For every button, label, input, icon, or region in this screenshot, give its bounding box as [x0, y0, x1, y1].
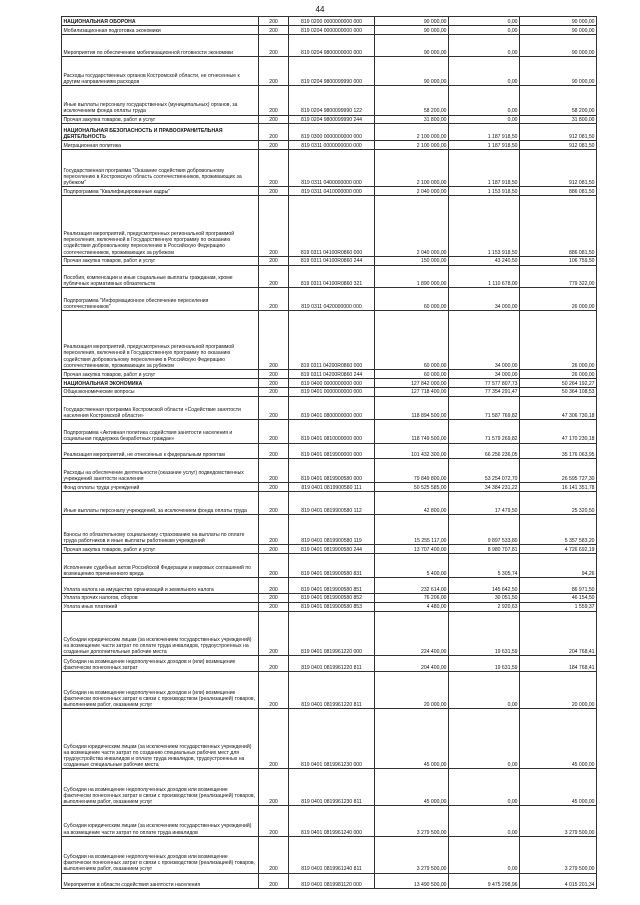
row-executed-amount-cell: 0,00: [449, 25, 520, 34]
row-executed-amount-cell: 1 187 918,50: [449, 124, 520, 141]
row-name-cell: Прочая закупка товаров, работ и услуг: [62, 545, 259, 554]
row-approved-amount-cell: 90 000,00: [375, 25, 449, 34]
budget-execution-table: [61, 16, 597, 889]
row-approved-amount-cell: 127 718 400,00: [375, 387, 449, 396]
row-unexecuted-amount-cell: 45 000,00: [520, 708, 597, 768]
row-name-cell: НАЦИОНАЛЬНАЯ ОБОРОНА: [62, 17, 259, 26]
table-row: [62, 873, 597, 889]
row-code-cell: 200: [259, 420, 289, 444]
row-name-cell: Реализация мероприятий, предусмотренных региональной программой переселения, включенной в Государственную программу по оказанию содействия добровольному переселению в Российскую Федерацию соотечественников, проживающих за рубежом: [62, 311, 259, 369]
row-executed-amount-cell: 19 631,59: [449, 611, 520, 656]
table-row: [62, 656, 597, 672]
table-row: [62, 287, 597, 311]
table-row: [62, 671, 597, 708]
row-name-cell: Фонд оплаты труда учреждений: [62, 482, 259, 491]
table-row: [62, 545, 597, 554]
row-code-cell: 200: [259, 443, 289, 459]
row-executed-amount-cell: 43 240,50: [449, 256, 520, 265]
row-code-cell: 200: [259, 836, 289, 873]
row-approved-amount-cell: 13 707 400,00: [375, 545, 449, 554]
table-row: [62, 420, 597, 444]
table-row: [62, 611, 597, 656]
row-executed-amount-cell: 34 384 231,22: [449, 482, 520, 491]
row-approved-amount-cell: 2 100 000,00: [375, 141, 449, 150]
row-classification-cell: 819 0400 0000000000 000: [289, 378, 375, 387]
row-unexecuted-amount-cell: 50 264 192,27: [520, 378, 597, 387]
row-code-cell: 200: [259, 17, 289, 26]
row-classification-cell: 819 0311 0420000000 000: [289, 287, 375, 311]
table-row: [62, 443, 597, 459]
row-executed-amount-cell: 77 354 291,47: [449, 387, 520, 396]
row-executed-amount-cell: 0,00: [449, 86, 520, 115]
row-name-cell: Подпрограмма "Квалифицированные кадры": [62, 187, 259, 196]
row-approved-amount-cell: 118 894 500,00: [375, 396, 449, 420]
row-unexecuted-amount-cell: 106 759,50: [520, 256, 597, 265]
row-code-cell: 200: [259, 593, 289, 602]
row-unexecuted-amount-cell: 94,26: [520, 554, 597, 578]
table-row: [62, 396, 597, 420]
row-classification-cell: 819 0401 0819900580 000: [289, 459, 375, 483]
row-approved-amount-cell: 2 100 000,00: [375, 150, 449, 187]
row-code-cell: 200: [259, 577, 289, 593]
row-classification-cell: 819 0401 0819961240 000: [289, 806, 375, 836]
row-executed-amount-cell: 0,00: [449, 17, 520, 26]
row-approved-amount-cell: 118 749 500,00: [375, 420, 449, 444]
row-code-cell: 200: [259, 554, 289, 578]
row-approved-amount-cell: 127 842 000,00: [375, 378, 449, 387]
row-approved-amount-cell: 13 490 500,00: [375, 873, 449, 889]
table-row: [62, 577, 597, 593]
table-row: [62, 57, 597, 86]
row-unexecuted-amount-cell: 90 000,00: [520, 25, 597, 34]
row-approved-amount-cell: 3 279 500,00: [375, 806, 449, 836]
row-classification-cell: 819 0200 0000000000 000: [289, 17, 375, 26]
row-name-cell: Уплата иных платежей: [62, 602, 259, 611]
row-code-cell: 200: [259, 611, 289, 656]
row-approved-amount-cell: 45 000,00: [375, 708, 449, 768]
table-row: [62, 769, 597, 806]
row-approved-amount-cell: 4 480,00: [375, 602, 449, 611]
row-executed-amount-cell: 34 000,00: [449, 311, 520, 369]
row-name-cell: Иные выплаты персоналу государственных (муниципальных) органов, за исключением фонда оплаты труда: [62, 86, 259, 115]
row-classification-cell: 819 0300 0000000000 000: [289, 124, 375, 141]
row-code-cell: 200: [259, 459, 289, 483]
table-row: [62, 378, 597, 387]
row-executed-amount-cell: 9 897 533,80: [449, 515, 520, 545]
row-code-cell: 200: [259, 86, 289, 115]
row-executed-amount-cell: 1 187 918,50: [449, 141, 520, 150]
table-row: [62, 115, 597, 124]
row-approved-amount-cell: 204 400,00: [375, 656, 449, 672]
row-executed-amount-cell: 77 577 807,73: [449, 378, 520, 387]
row-code-cell: 200: [259, 34, 289, 56]
row-approved-amount-cell: 42 800,00: [375, 491, 449, 515]
table-row: [62, 34, 597, 56]
row-unexecuted-amount-cell: 3 279 500,00: [520, 806, 597, 836]
row-unexecuted-amount-cell: 204 768,41: [520, 611, 597, 656]
row-executed-amount-cell: 0,00: [449, 671, 520, 708]
row-name-cell: Уплата налога на имущество организаций и земельного налога: [62, 577, 259, 593]
row-name-cell: Субсидии на возмещение недополученных доходов или возмещение фактически понесенных затрат в связи с производством (реализацией) товаров, выполнением работ, оказанием услуг: [62, 769, 259, 806]
row-classification-cell: 819 0401 0819900580 111: [289, 482, 375, 491]
row-name-cell: Субсидии на возмещение недополученных доходов и (или) возмещение фактически понесенных затрат: [62, 656, 259, 672]
row-classification-cell: 819 0204 9800099990 244: [289, 115, 375, 124]
row-unexecuted-amount-cell: 20 000,00: [520, 671, 597, 708]
row-classification-cell: 819 0311 0400000000 000: [289, 150, 375, 187]
row-name-cell: НАЦИОНАЛЬНАЯ БЕЗОПАСНОСТЬ И ПРАВООХРАНИТЕЛЬНАЯ ДЕЯТЕЛЬНОСТЬ: [62, 124, 259, 141]
row-name-cell: Реализация мероприятий, предусмотренных региональной программой переселения, включенной в Государственную программу по оказанию содействия добровольному переселению в Российскую Федерацию соотечественников, проживающих за рубежом: [62, 196, 259, 256]
row-code-cell: 200: [259, 491, 289, 515]
row-executed-amount-cell: 5 305,74: [449, 554, 520, 578]
row-code-cell: 200: [259, 769, 289, 806]
row-executed-amount-cell: 30 051,50: [449, 593, 520, 602]
row-executed-amount-cell: 1 153 918,50: [449, 187, 520, 196]
row-code-cell: 200: [259, 602, 289, 611]
row-name-cell: Взносы по обязательному социальному страхованию на выплаты по оплате труда работников и иные выплаты работникам учреждений: [62, 515, 259, 545]
row-approved-amount-cell: 232 614,00: [375, 577, 449, 593]
table-row: [62, 311, 597, 369]
row-approved-amount-cell: 5 400,00: [375, 554, 449, 578]
row-executed-amount-cell: 0,00: [449, 57, 520, 86]
table-row: [62, 708, 597, 768]
table-row: [62, 836, 597, 873]
row-code-cell: 200: [259, 378, 289, 387]
row-approved-amount-cell: 60 000,00: [375, 369, 449, 378]
row-code-cell: 200: [259, 150, 289, 187]
row-approved-amount-cell: 90 000,00: [375, 57, 449, 86]
row-classification-cell: 819 0401 0819961240 811: [289, 836, 375, 873]
row-executed-amount-cell: 8 980 707,81: [449, 545, 520, 554]
row-executed-amount-cell: 71 579 269,82: [449, 420, 520, 444]
row-classification-cell: 819 0401 0819961230 811: [289, 769, 375, 806]
row-classification-cell: 819 0401 0819900580 853: [289, 602, 375, 611]
table-row: [62, 86, 597, 115]
row-unexecuted-amount-cell: 46 154,50: [520, 593, 597, 602]
row-unexecuted-amount-cell: 4 015 201,34: [520, 873, 597, 889]
row-unexecuted-amount-cell: 912 081,50: [520, 141, 597, 150]
row-code-cell: 200: [259, 287, 289, 311]
row-classification-cell: 819 0401 0819961230 000: [289, 708, 375, 768]
row-unexecuted-amount-cell: 779 322,00: [520, 265, 597, 287]
row-code-cell: 200: [259, 256, 289, 265]
row-classification-cell: 819 0401 0819981120 000: [289, 873, 375, 889]
row-code-cell: 200: [259, 196, 289, 256]
row-code-cell: 200: [259, 124, 289, 141]
row-code-cell: 200: [259, 545, 289, 554]
row-approved-amount-cell: 2 100 000,00: [375, 124, 449, 141]
row-unexecuted-amount-cell: 26 595 727,30: [520, 459, 597, 483]
row-name-cell: Субсидии на возмещение недополученных доходов и (или) возмещение фактически понесенных затрат в связи с производством (реализацией) товаров, выполнением работ, оказанием услуг: [62, 671, 259, 708]
row-unexecuted-amount-cell: 35 176 063,95: [520, 443, 597, 459]
page-number: 44: [315, 5, 325, 14]
row-classification-cell: 819 0401 0819900000 000: [289, 443, 375, 459]
row-classification-cell: 819 0311 04200R0860 000: [289, 311, 375, 369]
row-unexecuted-amount-cell: 90 000,00: [520, 34, 597, 56]
row-executed-amount-cell: 34 000,00: [449, 287, 520, 311]
row-approved-amount-cell: 50 525 585,00: [375, 482, 449, 491]
row-name-cell: Прочая закупка товаров, работ и услуг: [62, 369, 259, 378]
row-classification-cell: 819 0401 0000000000 000: [289, 387, 375, 396]
row-unexecuted-amount-cell: 4 726 692,19: [520, 545, 597, 554]
row-approved-amount-cell: 90 000,00: [375, 17, 449, 26]
table-row: [62, 387, 597, 396]
row-approved-amount-cell: 224 400,00: [375, 611, 449, 656]
row-approved-amount-cell: 101 432 300,00: [375, 443, 449, 459]
row-unexecuted-amount-cell: 912 081,50: [520, 150, 597, 187]
row-code-cell: 200: [259, 671, 289, 708]
row-code-cell: 200: [259, 387, 289, 396]
row-executed-amount-cell: 0,00: [449, 806, 520, 836]
row-approved-amount-cell: 60 000,00: [375, 311, 449, 369]
row-executed-amount-cell: 17 479,50: [449, 491, 520, 515]
row-approved-amount-cell: 20 000,00: [375, 671, 449, 708]
row-name-cell: Исполнение судебных актов Российской Федерации и мировых соглашений по возмещению причиненного вреда: [62, 554, 259, 578]
row-executed-amount-cell: 71 587 769,82: [449, 396, 520, 420]
row-approved-amount-cell: 90 000,00: [375, 34, 449, 56]
row-approved-amount-cell: 3 279 500,00: [375, 836, 449, 873]
table-row: [62, 25, 597, 34]
row-unexecuted-amount-cell: 3 279 500,00: [520, 836, 597, 873]
row-executed-amount-cell: 9 475 298,96: [449, 873, 520, 889]
row-classification-cell: 819 0311 04200R0860 244: [289, 369, 375, 378]
row-approved-amount-cell: 150 000,00: [375, 256, 449, 265]
row-classification-cell: 819 0311 0410000000 000: [289, 187, 375, 196]
row-name-cell: Миграционная политика: [62, 141, 259, 150]
row-executed-amount-cell: 1 110 678,00: [449, 265, 520, 287]
row-unexecuted-amount-cell: 26 000,00: [520, 311, 597, 369]
row-classification-cell: 819 0204 9800099990 000: [289, 57, 375, 86]
row-executed-amount-cell: 19 631,59: [449, 656, 520, 672]
row-code-cell: 200: [259, 265, 289, 287]
row-executed-amount-cell: 0,00: [449, 769, 520, 806]
row-executed-amount-cell: 2 920,63: [449, 602, 520, 611]
table-row: [62, 806, 597, 836]
row-name-cell: Общеэкономические вопросы: [62, 387, 259, 396]
row-code-cell: 200: [259, 25, 289, 34]
row-code-cell: 200: [259, 187, 289, 196]
row-name-cell: Мероприятия по обеспечению мобилизационной готовности экономики: [62, 34, 259, 56]
row-code-cell: 200: [259, 806, 289, 836]
table-row: [62, 491, 597, 515]
row-approved-amount-cell: 31 800,00: [375, 115, 449, 124]
row-classification-cell: 819 0401 0819900580 852: [289, 593, 375, 602]
row-executed-amount-cell: 66 256 236,05: [449, 443, 520, 459]
row-unexecuted-amount-cell: 5 357 583,20: [520, 515, 597, 545]
row-classification-cell: 819 0401 0819900580 244: [289, 545, 375, 554]
row-name-cell: Мобилизационная подготовка экономики: [62, 25, 259, 34]
row-unexecuted-amount-cell: 45 000,00: [520, 769, 597, 806]
table-row: [62, 265, 597, 287]
row-executed-amount-cell: 0,00: [449, 115, 520, 124]
row-unexecuted-amount-cell: 25 320,50: [520, 491, 597, 515]
row-approved-amount-cell: 1 890 000,00: [375, 265, 449, 287]
row-unexecuted-amount-cell: 31 800,00: [520, 115, 597, 124]
row-code-cell: 200: [259, 515, 289, 545]
row-code-cell: 200: [259, 115, 289, 124]
row-code-cell: 200: [259, 141, 289, 150]
row-name-cell: Субсидии юридическим лицам (за исключением государственных учреждений) на возмещение части затрат по оплате труда инвалидов: [62, 806, 259, 836]
row-classification-cell: 819 0311 04100R0860 000: [289, 196, 375, 256]
table-row: [62, 515, 597, 545]
row-classification-cell: 819 0401 0819900580 119: [289, 515, 375, 545]
row-name-cell: Расходы государственных органов Костромской области, не отнесенные к другим направлениям расходов: [62, 57, 259, 86]
row-code-cell: 200: [259, 656, 289, 672]
row-unexecuted-amount-cell: 90 000,00: [520, 57, 597, 86]
row-unexecuted-amount-cell: 50 364 108,53: [520, 387, 597, 396]
row-executed-amount-cell: 0,00: [449, 708, 520, 768]
row-name-cell: Реализация мероприятий, не отнесенных к федеральным проектам: [62, 443, 259, 459]
row-approved-amount-cell: 60 000,00: [375, 287, 449, 311]
row-unexecuted-amount-cell: 90 000,00: [520, 17, 597, 26]
row-approved-amount-cell: 76 206,00: [375, 593, 449, 602]
row-name-cell: НАЦИОНАЛЬНАЯ ЭКОНОМИКА: [62, 378, 259, 387]
row-executed-amount-cell: 0,00: [449, 836, 520, 873]
row-name-cell: Государственная программа Костромской области «Содействие занятости населения Костромской области»: [62, 396, 259, 420]
row-approved-amount-cell: 2 040 000,00: [375, 196, 449, 256]
row-classification-cell: 819 0401 0819900580 851: [289, 577, 375, 593]
row-unexecuted-amount-cell: 1 559,37: [520, 602, 597, 611]
table-row: [62, 150, 597, 187]
row-code-cell: 200: [259, 396, 289, 420]
row-executed-amount-cell: 1 153 918,50: [449, 196, 520, 256]
row-classification-cell: 819 0401 0819900580 112: [289, 491, 375, 515]
row-unexecuted-amount-cell: 47 306 730,18: [520, 396, 597, 420]
row-executed-amount-cell: 53 254 072,70: [449, 459, 520, 483]
row-unexecuted-amount-cell: 26 000,00: [520, 369, 597, 378]
row-classification-cell: 819 0401 0810000000 000: [289, 420, 375, 444]
table-row: [62, 141, 597, 150]
row-name-cell: Расходы на обеспечение деятельности (оказание услуг) подведомственных учреждений занятости населения: [62, 459, 259, 483]
table-row: [62, 369, 597, 378]
table-row: [62, 602, 597, 611]
row-unexecuted-amount-cell: 58 200,00: [520, 86, 597, 115]
row-name-cell: Подпрограмма "Информационное обеспечение переселения соотечественников": [62, 287, 259, 311]
table-row: [62, 459, 597, 483]
row-classification-cell: 819 0204 9800000000 000: [289, 34, 375, 56]
row-name-cell: Подпрограмма «Активная политика содействия занятости населения и социальная поддержка безработных граждан»: [62, 420, 259, 444]
row-name-cell: Мероприятия в области содействия занятости населения: [62, 873, 259, 889]
table-row: [62, 124, 597, 141]
row-classification-cell: 819 0401 0819961220 811: [289, 671, 375, 708]
row-name-cell: Государственная программа "Оказание содействия добровольному переселению в Костромскую область соотечественников, проживающих за рубежом": [62, 150, 259, 187]
row-code-cell: 200: [259, 369, 289, 378]
row-unexecuted-amount-cell: 86 971,50: [520, 577, 597, 593]
row-executed-amount-cell: 145 642,50: [449, 577, 520, 593]
row-classification-cell: 819 0311 04100R0860 321: [289, 265, 375, 287]
row-code-cell: 200: [259, 482, 289, 491]
row-unexecuted-amount-cell: 26 000,00: [520, 287, 597, 311]
row-name-cell: Субсидии юридическим лицам (за исключением государственных учреждений) на возмещение части затрат по созданию специальных рабочих мест для трудоустройства инвалидов и оплате труда инвалидов, трудоустроенных на созданные специальные рабочие места: [62, 708, 259, 768]
table-row: [62, 17, 597, 26]
row-classification-cell: 819 0204 9800099990 122: [289, 86, 375, 115]
row-code-cell: 200: [259, 873, 289, 889]
table-row: [62, 187, 597, 196]
row-classification-cell: 819 0204 0000000000 000: [289, 25, 375, 34]
row-name-cell: Уплата прочих налогов, сборов: [62, 593, 259, 602]
row-name-cell: Прочая закупка товаров, работ и услуг: [62, 115, 259, 124]
row-name-cell: Субсидии на возмещение недополученных доходов или возмещение фактически понесенных затрат в связи с производством (реализацией) товаров, выполнением работ, оказанием услуг: [62, 836, 259, 873]
row-unexecuted-amount-cell: 184 768,41: [520, 656, 597, 672]
row-name-cell: Иные выплаты персоналу учреждений, за исключением фонда оплаты труда: [62, 491, 259, 515]
row-classification-cell: 819 0401 0800000000 000: [289, 396, 375, 420]
row-unexecuted-amount-cell: 47 170 230,18: [520, 420, 597, 444]
row-classification-cell: 819 0311 04100R0860 244: [289, 256, 375, 265]
row-executed-amount-cell: 34 000,00: [449, 369, 520, 378]
table-body: [62, 17, 597, 889]
row-approved-amount-cell: 79 849 800,00: [375, 459, 449, 483]
row-code-cell: 200: [259, 708, 289, 768]
table-row: [62, 593, 597, 602]
row-classification-cell: 819 0401 0819900580 831: [289, 554, 375, 578]
row-classification-cell: 819 0311 0000000000 000: [289, 141, 375, 150]
row-name-cell: Прочая закупка товаров, работ и услуг: [62, 256, 259, 265]
row-executed-amount-cell: 0,00: [449, 34, 520, 56]
row-code-cell: 200: [259, 311, 289, 369]
table-row: [62, 196, 597, 256]
row-unexecuted-amount-cell: 912 081,50: [520, 124, 597, 141]
table-row: [62, 554, 597, 578]
table-row: [62, 256, 597, 265]
row-unexecuted-amount-cell: 16 141 351,78: [520, 482, 597, 491]
row-classification-cell: 819 0401 0819961220 811: [289, 656, 375, 672]
row-executed-amount-cell: 1 187 918,50: [449, 150, 520, 187]
row-unexecuted-amount-cell: 886 081,50: [520, 187, 597, 196]
row-approved-amount-cell: 2 040 000,00: [375, 187, 449, 196]
row-name-cell: Субсидии юридическим лицам (за исключением государственных учреждений) на возмещение части затрат по оплате труда инвалидов, трудоустроенных на созданные дополнительные рабочие места: [62, 611, 259, 656]
row-approved-amount-cell: 58 200,00: [375, 86, 449, 115]
table-row: [62, 482, 597, 491]
row-code-cell: 200: [259, 57, 289, 86]
row-classification-cell: 819 0401 0819961220 000: [289, 611, 375, 656]
row-name-cell: Пособия, компенсации и иные социальные выплаты гражданам, кроме публичных нормативных обязательств: [62, 265, 259, 287]
row-approved-amount-cell: 15 255 117,00: [375, 515, 449, 545]
row-approved-amount-cell: 45 000,00: [375, 769, 449, 806]
row-unexecuted-amount-cell: 886 081,50: [520, 196, 597, 256]
